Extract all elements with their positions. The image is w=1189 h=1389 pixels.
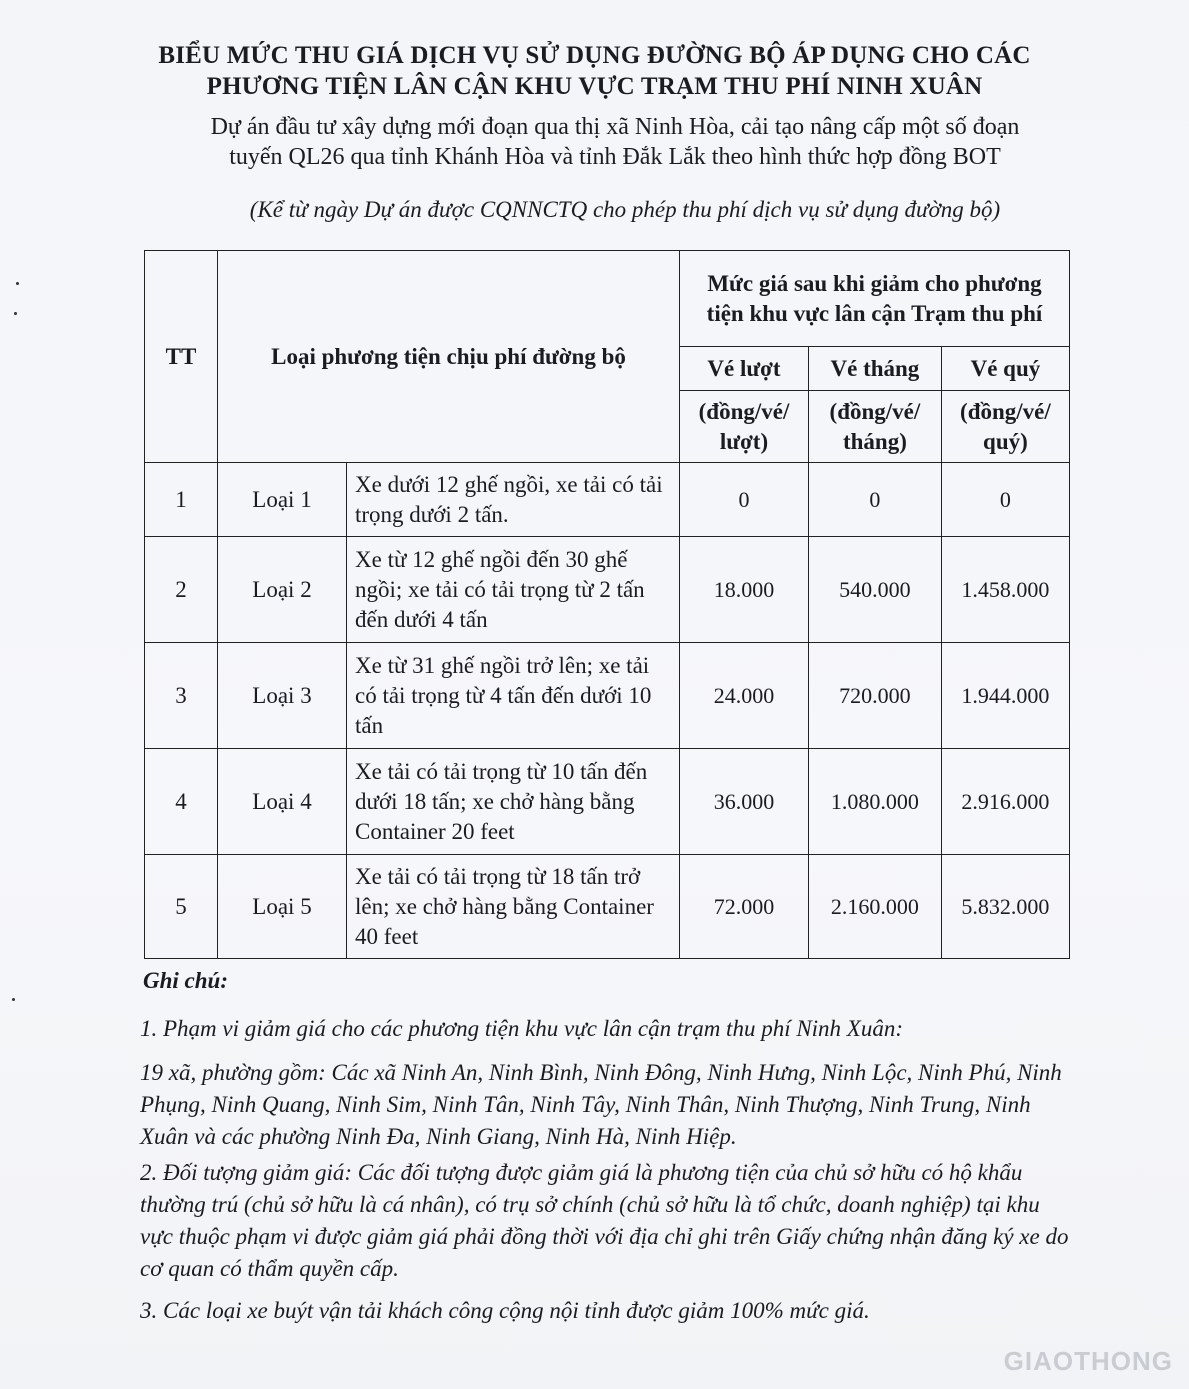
row-trip-price: 18.000	[680, 537, 809, 643]
table-row	[145, 643, 1070, 749]
row-description: Xe tải có tải trọng từ 10 tấn đến dưới 18 tấn; xe chở hàng bằng Container 20 feet	[347, 749, 680, 855]
header-trip-ticket: Vé lượt	[680, 347, 809, 391]
header-month-unit: (đồng/vé/ tháng)	[809, 391, 942, 463]
publisher-watermark: GIAOTHONG	[1003, 1346, 1173, 1376]
row-quarter-price: 5.832.000	[941, 855, 1069, 959]
scan-speck	[14, 312, 17, 315]
row-class: Loại 2	[218, 537, 347, 643]
row-tt: 1	[145, 463, 218, 537]
row-class: Loại 1	[218, 463, 347, 537]
header-tt: TT	[145, 251, 218, 463]
row-description: Xe từ 31 ghế ngồi trở lên; xe tải có tải trọng từ 4 tấn đến dưới 10 tấn	[347, 643, 680, 749]
row-tt: 5	[145, 855, 218, 959]
row-month-price: 1.080.000	[809, 749, 942, 855]
row-description: Xe từ 12 ghế ngồi đến 30 ghế ngồi; xe tải có tải trọng từ 2 tấn đến dưới 4 tấn	[347, 537, 680, 643]
row-tt: 2	[145, 537, 218, 643]
project-subtitle-line1: Dự án đầu tư xây dựng mới đoạn qua thị xã Ninh Hòa, cải tạo nâng cấp một số đoạn	[210, 114, 1020, 140]
row-quarter-price: 0	[941, 463, 1069, 537]
table-row	[145, 463, 1070, 537]
notes-heading: Ghi chú:	[143, 968, 228, 993]
effective-date-note: (Kể từ ngày Dự án được CQNNCTQ cho phép thu phí dịch vụ sử dụng đường bộ)	[249, 197, 1001, 222]
project-subtitle-line2: tuyến QL26 qua tỉnh Khánh Hòa và tỉnh Đắk Lắk theo hình thức hợp đồng BOT	[229, 144, 1001, 170]
table-row	[145, 749, 1070, 855]
note-1: 1. Phạm vi giảm giá cho các phương tiện khu vực lân cận trạm thu phí Ninh Xuân:	[140, 1016, 904, 1041]
header-trip-unit: (đồng/vé/ lượt)	[680, 391, 809, 463]
scan-speck	[12, 998, 15, 1001]
row-month-price: 2.160.000	[809, 855, 942, 959]
row-tt: 4	[145, 749, 218, 855]
header-vehicle-type: Loại phương tiện chịu phí đường bộ	[218, 251, 680, 463]
row-quarter-price: 2.916.000	[941, 749, 1069, 855]
note-3: 3. Các loại xe buýt vận tải khách công cộng nội tỉnh được giảm 100% mức giá.	[140, 1298, 870, 1323]
header-quarter-unit: (đồng/vé/ quý)	[941, 391, 1069, 463]
row-class: Loại 4	[218, 749, 347, 855]
row-quarter-price: 1.458.000	[941, 537, 1069, 643]
note-1-detail: 19 xã, phường gồm: Các xã Ninh An, Ninh Bình, Ninh Đông, Ninh Hưng, Ninh Lộc, Ninh Phú, Ninh Phụng, Ninh Quang, Ninh Sim, Ninh Tân, Ninh Tây, Ninh Thân, Ninh Thượng, Ninh Trung, Ninh Xuân và các phường Ninh Đa, Ninh Giang, Ninh Hà, Ninh Hiệp.	[140, 1060, 1062, 1149]
header-quarter-ticket: Vé quý	[941, 347, 1069, 391]
note-2: 2. Đối tượng giảm giá: Các đối tượng được giảm giá là phương tiện của chủ sở hữu có hộ khẩu thường trú (chủ sở hữu là cá nhân), có trụ sở chính (chủ sở hữu là tổ chức, doanh nghiệp) tại khu vực thuộc phạm vi được giảm giá phải đồng thời với địa chỉ ghi trên Giấy chứng nhận đăng ký xe do cơ quan có thẩm quyền cấp.	[140, 1160, 1069, 1281]
row-month-price: 720.000	[809, 643, 942, 749]
row-month-price: 0	[809, 463, 942, 537]
row-trip-price: 24.000	[680, 643, 809, 749]
row-trip-price: 72.000	[680, 855, 809, 959]
row-description: Xe tải có tải trọng từ 18 tấn trở lên; xe chở hàng bằng Container 40 feet	[347, 855, 680, 959]
row-trip-price: 36.000	[680, 749, 809, 855]
document-title-line1: BIỂU MỨC THU GIÁ DỊCH VỤ SỬ DỤNG ĐƯỜNG BỘ ÁP DỤNG CHO CÁC	[158, 42, 1031, 69]
row-class: Loại 5	[218, 855, 347, 959]
table-row	[145, 537, 1070, 643]
row-month-price: 540.000	[809, 537, 942, 643]
row-class: Loại 3	[218, 643, 347, 749]
row-trip-price: 0	[680, 463, 809, 537]
row-quarter-price: 1.944.000	[941, 643, 1069, 749]
scan-speck	[16, 282, 19, 285]
toll-fee-table	[144, 250, 1070, 959]
header-price-group: Mức giá sau khi giảm cho phương tiện khu vực lân cận Trạm thu phí	[680, 251, 1070, 347]
row-tt: 3	[145, 643, 218, 749]
row-description: Xe dưới 12 ghế ngồi, xe tải có tải trọng dưới 2 tấn.	[347, 463, 680, 537]
table-row	[145, 855, 1070, 959]
header-month-ticket: Vé tháng	[809, 347, 942, 391]
document-title-line2: PHƯƠNG TIỆN LÂN CẬN KHU VỰC TRẠM THU PHÍ NINH XUÂN	[206, 73, 983, 100]
